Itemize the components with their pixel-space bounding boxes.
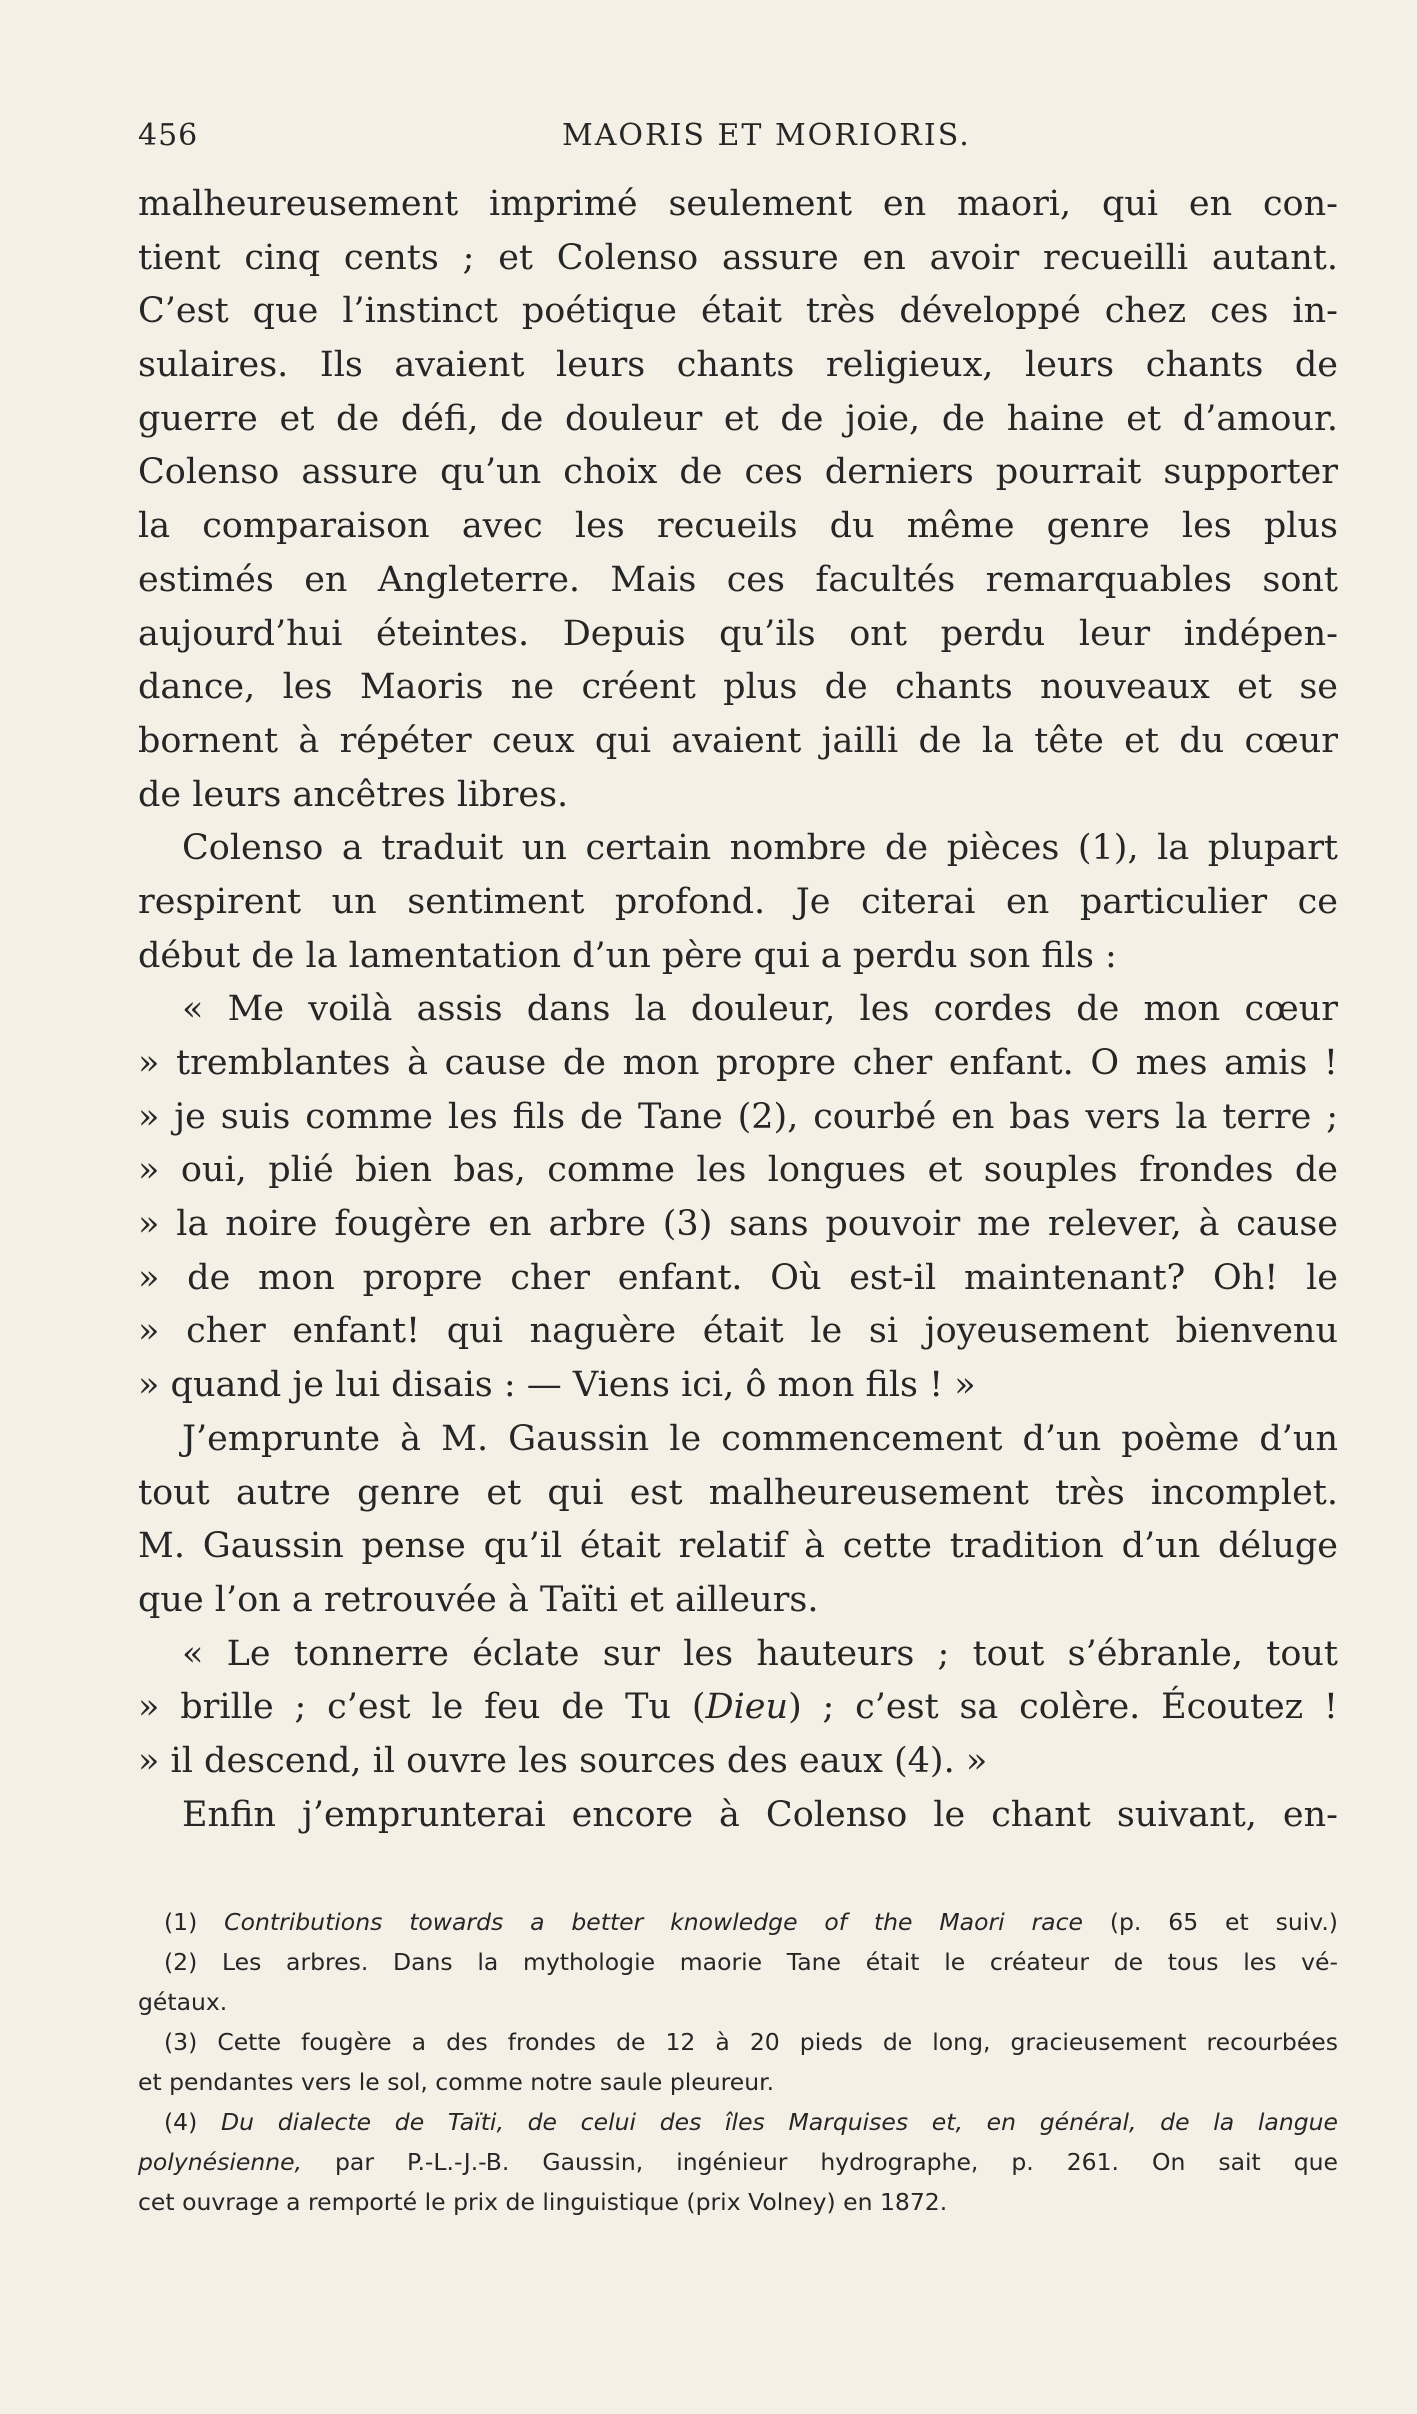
footnote-2: (2) Les arbres. Dans la mythologie maorie Tane était le créateur de tous les vé- [164,1948,1338,1976]
footnote-text: (p. 65 et suiv.) [1109,1908,1338,1936]
text-line: tient cinq cents ; et Colenso assure en avoir recueilli autant. [138,237,1338,278]
running-title: MAORIS ET MORIORIS. [562,118,971,153]
footnote-3: (3) Cette fougère a des frondes de 12 à 20 pieds de long, gracieusement recourbées [164,2028,1338,2056]
footnote-number: (4) [164,2108,198,2136]
text-line: dance, les Maoris ne créent plus de chants nouveaux et se [138,667,1338,708]
footnote-number: (1) [164,1908,198,1936]
quote-line: » quand je lui disais : — Viens ici, ô mon fils ! » [138,1365,976,1406]
quote-line: » de mon propre cher enfant. Où est-il maintenant? Oh! le [138,1257,1338,1298]
text-line: Enfin j’emprunterai encore à Colenso le chant suivant, en- [182,1794,1338,1835]
footnote-4-cont [138,2142,1338,2182]
page-number: 456 [138,118,199,153]
footnote-title: Contributions towards a better knowledge of the Maori race [224,1908,1083,1936]
text-line: bornent à répéter ceux qui avaient jailli de la tête et du cœur [138,720,1338,761]
quote-line: » cher enfant! qui naguère était le si joyeusement bienvenu [138,1311,1338,1352]
italic-word: Dieu [705,1687,789,1728]
footnote-3-cont: et pendantes vers le sol, comme notre saule pleureur. [138,2068,775,2096]
quote-fragment: ) ; c’est sa colère. Écoutez ! [788,1687,1338,1728]
quote-line: « Le tonnerre éclate sur les hauteurs ; tout s’ébranle, tout [182,1633,1338,1674]
quote-line: « Me voilà assis dans la douleur, les cordes de mon cœur [182,989,1338,1030]
text-line: que l’on a retrouvée à Taïti et ailleurs. [138,1579,819,1620]
footnote-4 [138,2102,1338,2142]
text-line: respirent un sentiment profond. Je citerai en particulier ce [138,881,1338,922]
quote-line: » il descend, il ouvre les sources des eaux (4). » [138,1740,988,1781]
footnotes [138,1902,1338,2222]
quote-line: » oui, plié bien bas, comme les longues et souples frondes de [138,1150,1338,1191]
text-line: aujourd’hui éteintes. Depuis qu’ils ont perdu leur indépen- [138,613,1338,654]
quote-line: » tremblantes à cause de mon propre cher enfant. O mes amis ! [138,1043,1338,1083]
text-line: guerre et de défi, de douleur et de joie, de haine et d’amour. [138,398,1338,439]
text-line: J’emprunte à M. Gaussin le commencement d’un poème d’un [182,1418,1338,1459]
quote-fragment: » brille ; c’est le feu de Tu ( [138,1687,706,1728]
body-text [138,178,1338,1842]
text-line: Colenso a traduit un certain nombre de pièces (1), la plupart [182,828,1338,869]
text-line: C’est que l’instinct poétique était très développé chez ces in- [138,291,1338,332]
footnote-1 [138,1902,1338,1942]
footnote-title: Du dialecte de Taïti, de celui des îles Marquises et, en général, de la langue [221,2108,1338,2136]
text-line: Colenso assure qu’un choix de ces derniers pourrait supporter [138,452,1338,493]
text-line: de leurs ancêtres libres. [138,774,569,815]
quote-line [138,1681,1338,1735]
text-line: sulaires. Ils avaient leurs chants religieux, leurs chants de [138,345,1338,386]
text-line: estimés en Angleterre. Mais ces facultés remarquables sont [138,559,1338,600]
quote-line: » la noire fougère en arbre (3) sans pouvoir me relever, à cause [138,1204,1338,1245]
quote-line: » je suis comme les fils de Tane (2), courbé en bas vers la terre ; [138,1096,1338,1137]
text-line: tout autre genre et qui est malheureusement très incomplet. [138,1472,1338,1513]
footnote-2-cont: gétaux. [138,1988,228,2016]
page-header [138,118,1338,158]
text-line: M. Gaussin pense qu’il était relatif à cette tradition d’un déluge [138,1526,1338,1567]
text-line: malheureusement imprimé seulement en maori, qui en con- [138,184,1338,224]
text-line: la comparaison avec les recueils du même genre les plus [138,506,1338,547]
footnote-4-cont: cet ouvrage a remporté le prix de linguistique (prix Volney) en 1872. [138,2188,948,2216]
footnote-title: polynésienne, [138,2148,303,2176]
text-line: début de la lamentation d’un père qui a perdu son fils : [138,935,1117,976]
footnote-text: par P.-L.-J.-B. Gaussin, ingénieur hydrographe, p. 261. On sait que [335,2148,1338,2176]
